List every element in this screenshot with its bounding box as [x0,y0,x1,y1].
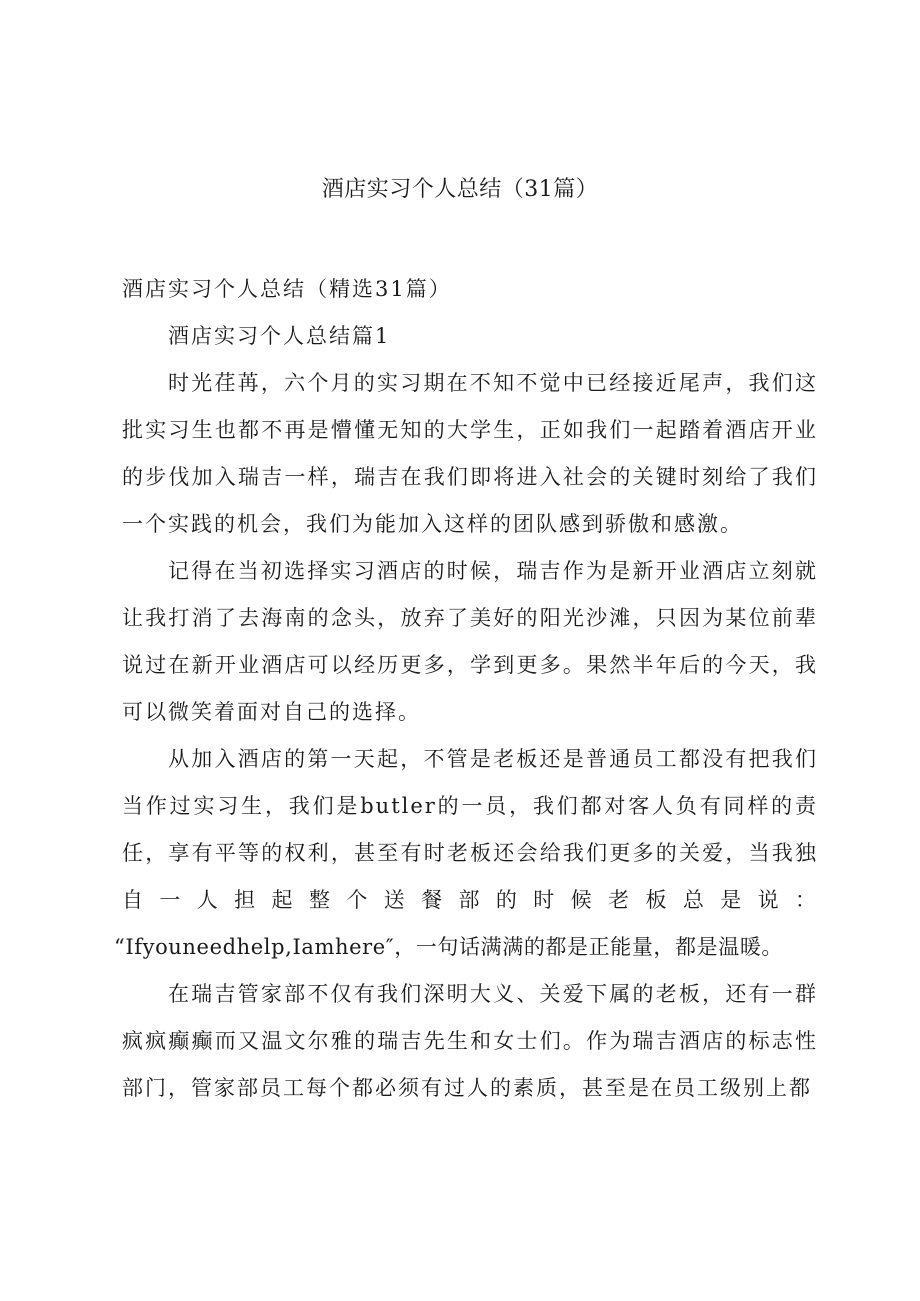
body-text [114,360,818,1112]
paragraph-1: 时光荏苒，六个月的实习期在不知不觉中已经接近尾声，我们这批实习生也都不再是懵懂无知的大学生，正如我们一起踏着酒店开业的步伐加入瑞吉一样，瑞吉在我们即将进入社会的关键时刻给了我们一个实践的机会，我们为能加入这样的团队感到骄傲和感激。 [122,371,818,536]
document-title: 酒店实习个人总结（31篇） [321,177,599,202]
document-subtitle: 酒店实习个人总结（精选31篇） [122,277,452,301]
paragraph-4: 在瑞吉管家部不仅有我们深明大义、关爱下属的老板，还有一群疯疯癫癫而又温文尔雅的瑞吉先生和女士们。作为瑞吉酒店的标志性部门，管家部员工每个都必须有过人的素质，甚至是在员工级别上都 [122,982,818,1100]
paragraph-3-continued: “Ifyouneedhelp,Iamhere″，一句话满满的都是正能量，都是温暖。 [114,935,784,959]
section-heading: 酒店实习个人总结篇1 [168,324,391,348]
paragraph-3: 从加入酒店的第一天起，不管是老板还是普通员工都没有把我们当作过实习生，我们是butler的一员，我们都对客人负有同样的责任，享有平等的权利，甚至有时老板还会给我们更多的关爱，当我独自一人担起整个送餐部的时候老板总是说： [122,747,818,912]
paragraph-2: 记得在当初选择实习酒店的时候，瑞吉作为是新开业酒店立刻就让我打消了去海南的念头，放弃了美好的阳光沙滩，只因为某位前辈说过在新开业酒店可以经历更多，学到更多。果然半年后的今天，我可以微笑着面对自己的选择。 [122,559,818,724]
